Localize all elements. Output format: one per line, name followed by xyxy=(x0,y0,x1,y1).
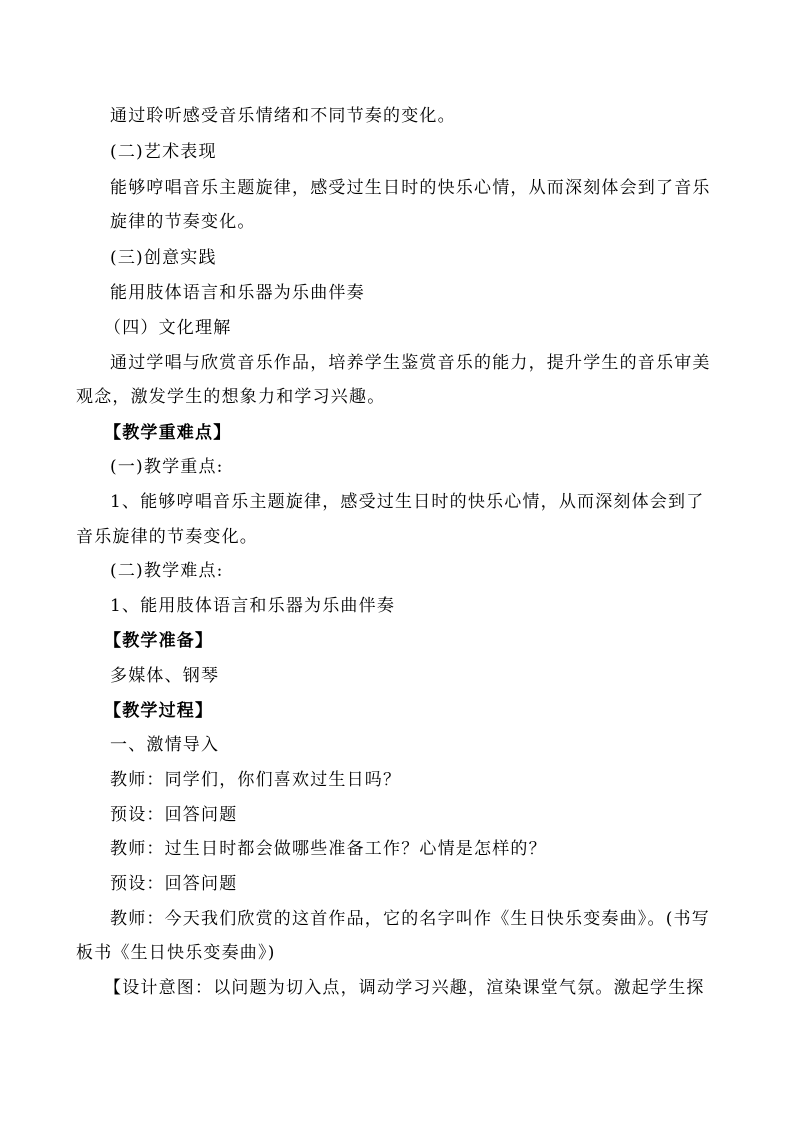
bold-heading: 【教学过程】 xyxy=(104,701,214,721)
body-text: 1、能用肢体语言和乐器为乐曲伴奏 xyxy=(110,596,396,616)
section-heading: (二)艺术表现 xyxy=(110,142,217,162)
bold-heading: 【教学准备】 xyxy=(104,631,214,651)
dialogue-line: 预设：回答问题 xyxy=(110,874,238,894)
body-text: 音乐旋律的节奏变化。 xyxy=(76,527,258,547)
body-text: 1、能够哼唱音乐主题旋律，感受过生日时的快乐心情，从而深刻体会到了 xyxy=(110,492,705,512)
bold-heading: 【教学重难点】 xyxy=(104,423,232,443)
body-text: 多媒体、钢琴 xyxy=(110,666,220,686)
body-text: 通过学唱与欣赏音乐作品，培养学生鉴赏音乐的能力，提升学生的音乐审美 xyxy=(110,353,711,373)
section-heading: (一)教学重点: xyxy=(110,457,224,477)
design-intent-note: 【设计意图：以问题为切入点，调动学习兴趣，渲染课堂气氛。激起学生探 xyxy=(104,978,705,998)
dialogue-line: 教师：过生日时都会做哪些准备工作？心情是怎样的？ xyxy=(110,839,547,859)
dialogue-line: 教师：同学们，你们喜欢过生日吗？ xyxy=(110,770,402,790)
body-text: 旋律的节奏变化。 xyxy=(110,212,256,232)
dialogue-line: 教师：今天我们欣赏的这首作品，它的名字叫作《生日快乐变奏曲》。(书写 xyxy=(110,909,710,929)
section-heading: (二)教学难点: xyxy=(110,561,224,581)
dialogue-line: 预设：回答问题 xyxy=(110,805,238,825)
section-heading: (三)创意实践 xyxy=(110,248,217,268)
body-text: 能够哼唱音乐主题旋律，感受过生日时的快乐心情，从而深刻体会到了音乐 xyxy=(110,178,711,198)
body-text: 能用肢体语言和乐器为乐曲伴奏 xyxy=(110,283,365,303)
body-text: 观念，激发学生的想象力和学习兴趣。 xyxy=(76,387,386,407)
section-heading: （四）文化理解 xyxy=(104,318,232,338)
section-heading: 一、激情导入 xyxy=(110,735,220,755)
body-text: 通过聆听感受音乐情绪和不同节奏的变化。 xyxy=(110,106,456,126)
body-text: 板书《生日快乐变奏曲》) xyxy=(76,943,276,963)
